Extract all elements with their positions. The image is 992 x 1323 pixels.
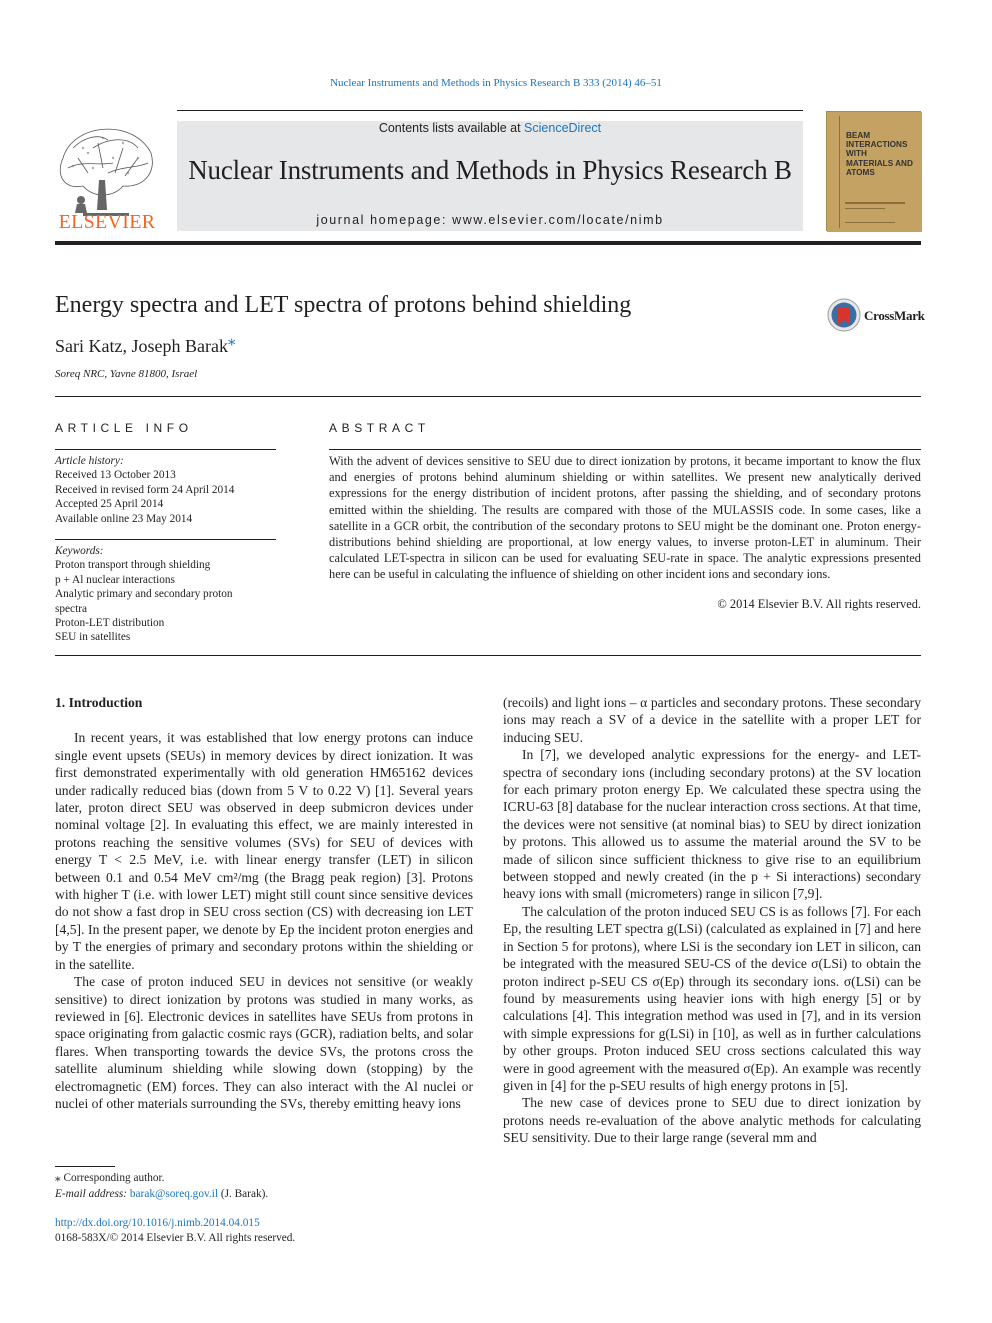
email-label: E-mail address: bbox=[55, 1188, 130, 1200]
issn-copyright: 0168-583X/© 2014 Elsevier B.V. All rights reserved. bbox=[55, 1232, 296, 1244]
author-names: Sari Katz, Joseph Barak bbox=[55, 336, 228, 356]
body-paragraph: The calculation of the proton induced SEU CS is as follows [7]. For each Ep, the resulting LET spectra g(LSi) (calculated as explained in [7] and here in Section 5 for protons), where LSi is the secondary ion LET in silicon, can be integrated with the measured SEU-CS of the device σ(LSi) to obtain the proton indirect p-SEU CS σ(Ep) through its secondary ions. σ(LSi) can be found by measurements using heavier ions with high energy [5] or by calculations [4]. This integration method was used in [7], and in its version with simple expressions for g(LSi) in [10], as well as in further calculations by other groups. Proton induced SEU cross sections calculated this way were in good agreement with the measured σ(Ep). An example was recently given in [4] for the p-SEU results of high energy protons in [5]. bbox=[503, 903, 921, 1093]
abstract-rule bbox=[329, 449, 921, 450]
journal-title: Nuclear Instruments and Methods in Physics Research B bbox=[188, 155, 792, 185]
article-info-heading: ARTICLE INFO bbox=[55, 421, 193, 435]
keywords-list bbox=[55, 544, 233, 645]
article-history bbox=[55, 454, 234, 526]
abstract-bottom-rule bbox=[55, 655, 921, 656]
author-list bbox=[55, 333, 236, 357]
keyword-item: spectra bbox=[55, 602, 87, 615]
affiliation-rule bbox=[55, 396, 921, 397]
journal-citation[interactable]: Nuclear Instruments and Methods in Physics Research B 333 (2014) 46–51 bbox=[330, 77, 662, 89]
crossmark-label[interactable]: CrossMark bbox=[864, 308, 925, 323]
contents-prefix: Contents lists available at bbox=[378, 121, 525, 135]
corresponding-author-note: ⁎ Corresponding author. bbox=[55, 1172, 165, 1184]
body-column-right bbox=[503, 694, 921, 1147]
abstract-text: With the advent of devices sensitive to SEU due to direct ionization by protons, it became important to know the flux and energies of protons behind aluminum shielding or within satellites. We present new analytically derived expressions for the energy distribution of incident protons, after passing the shielding, and of secondary protons emitted within the shielding. The results are compared with those of the MULASSIS code. In some cases, like a satellite in a GCR orbit, the contribution of the secondary protons to SEU might be the dominant one. Proton energy-distributions behind shielding are proportional, at low energy values, to inverse proton-LET in aluminum. Their calculated LET-spectra in silicon can be used for evaluating SEU-rate in space. The analytic expressions presented here can be useful in calculating the influence of shielding on other incident ions and secondary ions. bbox=[329, 454, 921, 582]
history-item: Accepted 25 April 2014 bbox=[55, 498, 164, 511]
author-affiliation: Soreq NRC, Yavne 81800, Israel bbox=[55, 368, 198, 380]
journal-homepage[interactable]: journal homepage: www.elsevier.com/locate/nimb bbox=[316, 213, 664, 227]
history-item: Received 13 October 2013 bbox=[55, 469, 176, 482]
section-heading: 1. Introduction bbox=[55, 695, 143, 710]
article-info-rule bbox=[55, 449, 276, 450]
abstract-heading: ABSTRACT bbox=[329, 421, 430, 435]
email-note bbox=[55, 1186, 268, 1202]
sciencedirect-link[interactable]: ScienceDirect bbox=[524, 121, 602, 135]
body-paragraph: The case of proton induced SEU in devices not sensitive (or weakly sensitive) to direct ionization by protons was studied in many works, as reviewed in [6]. Electronic devices in satellites have SEUs from protons in space originating from galactic cosmic rays (GCR), radiation belts, and solar flares. When transporting towards the device SVs, the protons cross the satellite aluminum shielding while slowing down (stopping) by the electromagnetic (EM) forces. They can also interact with the Al nuclei or nuclei of other materials surrounding the SVs, thereby emitting heavy ions bbox=[55, 974, 473, 1111]
header-bottom-rule bbox=[55, 241, 921, 245]
history-header: Article history: bbox=[55, 455, 124, 467]
footnote-rule bbox=[55, 1166, 115, 1167]
body-paragraph: In recent years, it was established that low energy protons can induce single event upsets (SEUs) in memory devices by direct ionization. It was first demonstrated experimentally with old generation HM65162 devices under radically reduced bias (down from 5 V to 0.22 V) [1]. Several years later, proton direct SEU was observed in deep submicron devices under nominal voltage [2]. In evaluating this effect, we are mainly interested in protons reaching the sensitive volumes (SVs) for SEU of devices with energy T < 2.5 MeV, i.e. with linear energy transfer (LET) in silicon between 0.1 and 0.54 MeV cm²/mg (the Bragg peak region) [3]. Protons with higher T (i.e. with lower LET) might still count since sensitive devices do not show a fast drop in SEU cross section (CS) with decreasing ion LET [4,5]. In the present paper, we denote by Ep the incident proton energies and by T the energies of primary and secondary protons within the shielding or in the satellite. bbox=[55, 730, 473, 972]
keyword-item: Proton-LET distribution bbox=[55, 617, 165, 630]
body-column-left bbox=[55, 694, 473, 1112]
crossmark-icon[interactable] bbox=[827, 298, 861, 332]
elsevier-wordmark: ELSEVIER bbox=[58, 211, 156, 233]
abstract-copyright: © 2014 Elsevier B.V. All rights reserved. bbox=[717, 597, 921, 611]
corresponding-author-mark[interactable]: ⁎ bbox=[227, 333, 236, 349]
article-identifiers bbox=[55, 1216, 295, 1246]
header-top-rule bbox=[177, 110, 803, 111]
email-suffix: (J. Barak). bbox=[218, 1188, 269, 1200]
footnotes bbox=[55, 1170, 268, 1202]
body-paragraph: The new case of devices prone to SEU due to direct ionization by protons needs re-evaluation of the above analytic methods for calculating SEU sensitivity. Due to their large range (several mm and bbox=[503, 1095, 921, 1146]
keyword-item: Proton transport through shielding bbox=[55, 559, 211, 572]
keywords-header: Keywords: bbox=[55, 545, 104, 557]
article-title: Energy spectra and LET spectra of protons behind shielding bbox=[55, 292, 632, 318]
doi-link[interactable]: http://dx.doi.org/10.1016/j.nimb.2014.04.015 bbox=[55, 1217, 260, 1229]
keywords-rule bbox=[55, 539, 276, 540]
body-paragraph: (recoils) and light ions – α particles and secondary protons. These secondary ions may reach a SV of a device in the satellite with a proper LET for inducing SEU. bbox=[503, 695, 921, 745]
keyword-item: p + Al nuclear interactions bbox=[55, 573, 175, 586]
contents-line bbox=[177, 121, 803, 135]
keyword-item: Analytic primary and secondary proton bbox=[55, 588, 233, 601]
history-item: Received in revised form 24 April 2014 bbox=[55, 483, 235, 496]
body-paragraph: In [7], we developed analytic expressions for the energy- and LET-spectra of secondary ions (including secondary protons) at the SV location for each primary proton energy Ep. We calculated these spectra using the ICRU-63 [8] database for the nuclear interaction cross sections. At that time, the devices were not sensitive (at nominal bias) to SEU by direct ionization by protons. This allowed us to assume the material around the SV to be made of silicon since sufficient thickness to give rise to an equilibrium between stopped and newly created (in the p + Si interactions) secondary heavy ions with small (micrometers) range in silicon [7,9]. bbox=[503, 747, 921, 902]
keyword-item: SEU in satellites bbox=[55, 631, 131, 644]
journal-cover-title: BEAM INTERACTIONS WITH MATERIALS AND ATOMS bbox=[846, 131, 913, 177]
history-item: Available online 23 May 2014 bbox=[55, 512, 193, 525]
email-link[interactable]: barak@soreq.gov.il bbox=[129, 1188, 218, 1200]
